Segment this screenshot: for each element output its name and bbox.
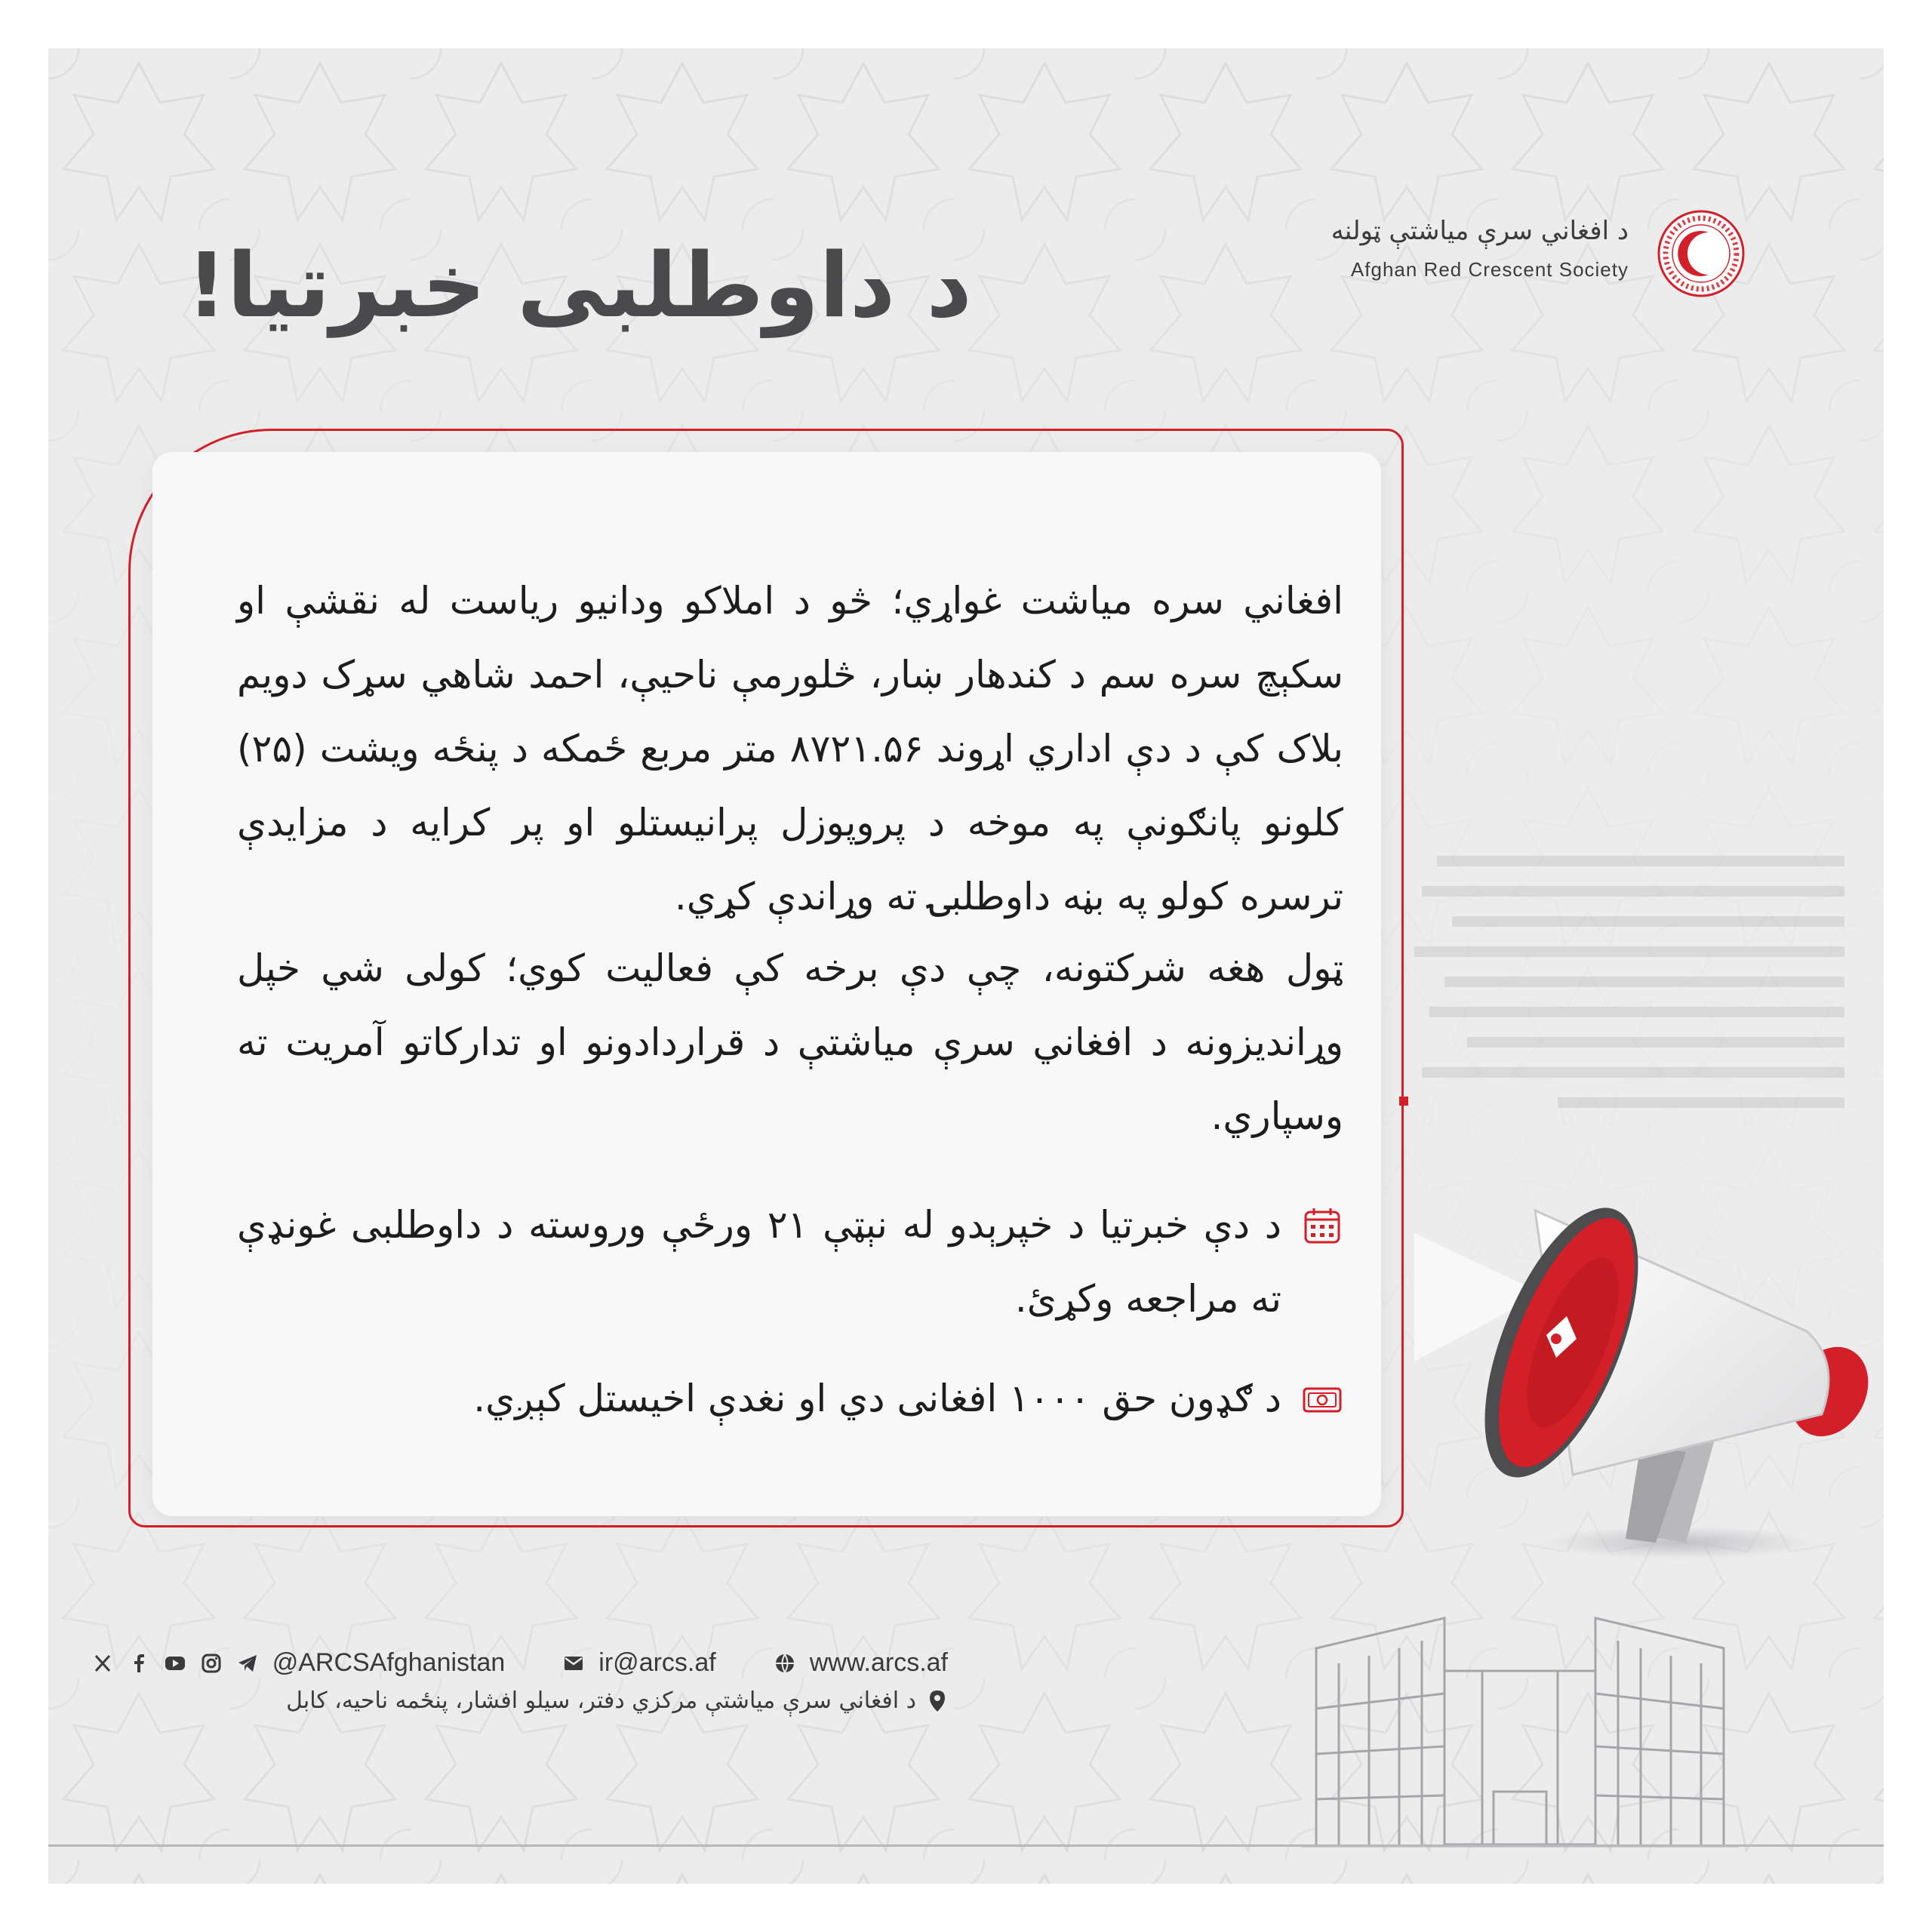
org-name-pashto: د افغاني سرې میاشتې ټولنه [1331,216,1629,246]
globe-icon [774,1652,796,1675]
bottom-divider [48,1844,1884,1847]
page-title: د داوطلبی خبرتیا! [186,233,972,337]
bullet-deadline-text: د دې خبرتیا د خپرېدو له نېټې ۲۱ ورځې وروسته د داوطلبی غونډې ته مراجعه وکړئ. [237,1203,1281,1321]
address-text: د افغاني سرې میاشتې مرکزي دفتر، سیلو افشار، پنځمه ناحیه، کابل [286,1687,916,1714]
red-crescent-logo [1657,210,1745,297]
headquarters-building-illustration [1301,1603,1739,1860]
facebook-icon[interactable] [128,1652,150,1675]
location-pin-icon [927,1689,948,1713]
website-link[interactable]: www.arcs.af [809,1648,948,1677]
email-link[interactable]: ir@arcs.af [598,1648,716,1677]
calendar-icon [1301,1204,1343,1247]
footer-contacts [91,1648,948,1678]
notice-paragraph-1: افغاني سره میاشت غواړي؛ څو د املاکو ودانیو ریاست له نقشې او سکېچ سره سم د کندهار ښار، څلورمې ناحیې، احمد شاهي سړک دویم بلاک کې د دې اداري اړوند ۸۷۲۱.۵۶ متر مربع ځمکه د پنځه ویشت (۲۵) کلونو پانګونې په موخه د پروپوزل پرانیستلو او پر کرایه د مزایدې ترسره کولو په بڼه داوطلبۍ ته وړاندې کړي. [237,579,1343,918]
org-name-english: Afghan Red Crescent Society [1350,258,1629,281]
money-icon [1301,1378,1343,1420]
poster [48,48,1884,1884]
accent-dot [1399,1097,1408,1106]
footer-address [286,1687,948,1714]
megaphone-illustration [1369,1090,1884,1618]
youtube-icon[interactable] [164,1652,186,1675]
social-handle[interactable]: @ARCSAfghanistan [272,1648,506,1677]
instagram-icon[interactable] [200,1652,223,1675]
bullet-deadline [237,1188,1343,1336]
x-icon[interactable] [91,1652,114,1675]
notice-paragraph-2: ټول هغه شرکتونه، چې دې برخه کې فعالیت کوي؛ کولی شي خپل وړاندیزونه د افغاني سرې میاشتې د قراردادونو او تدارکاتو آمریت ته وسپاري. [237,946,1343,1138]
bullet-fee-text: د ګډون حق ۱۰۰۰ افغانی دي او نغدې اخیستل کېږي. [473,1377,1281,1420]
email-icon [562,1652,585,1675]
bullet-fee [237,1361,1343,1435]
telegram-icon[interactable] [236,1652,259,1675]
